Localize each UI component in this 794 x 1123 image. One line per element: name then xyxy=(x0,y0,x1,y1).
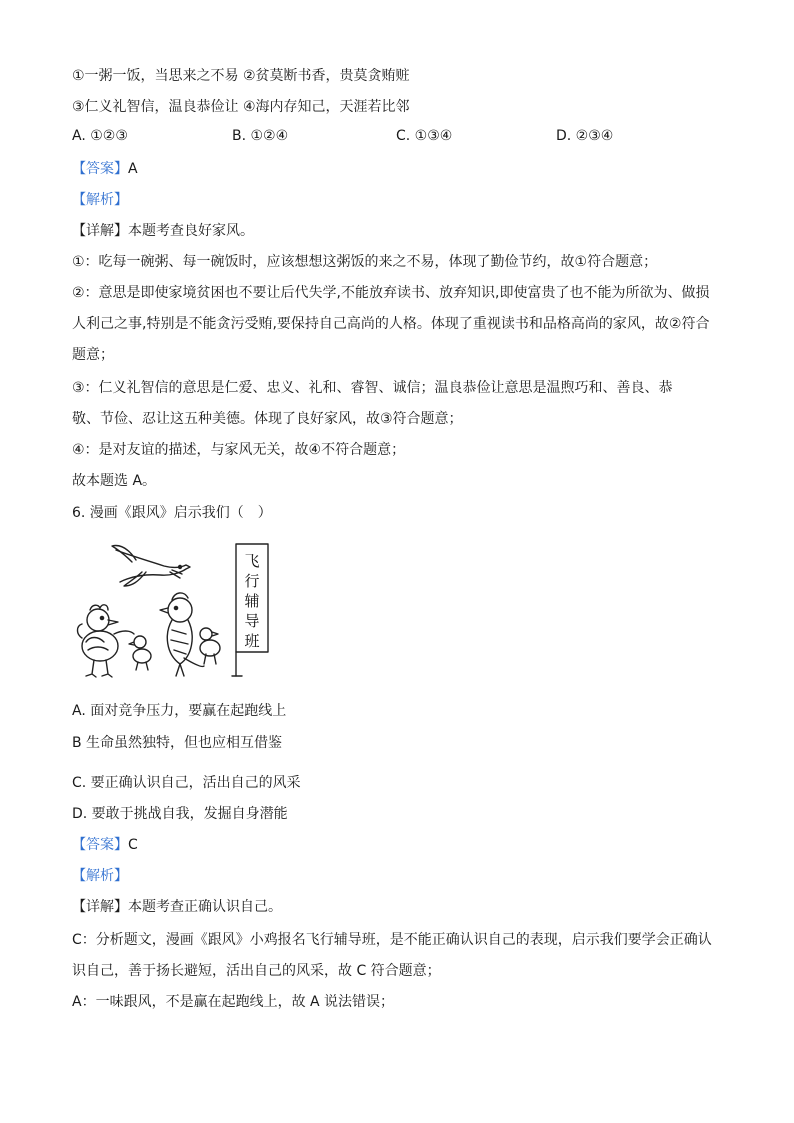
cartoon-illustration xyxy=(76,538,276,680)
sign-char-4: 导 xyxy=(244,612,260,630)
hen-drawing xyxy=(78,605,135,677)
flying-bird-drawing xyxy=(112,546,190,586)
q5-answer-label: 【答案】 xyxy=(72,161,128,177)
q5-explanation-2-line-1: ②：意思是即使家境贫困也不要让后代失学,不能放弃读书、放弃知识,即使富贵了也不能为所欲为、做损 xyxy=(72,285,710,301)
q5-explanation-4: ④：是对友谊的描述，与家风无关，故④不符合题意； xyxy=(72,442,406,458)
q5-detail-label: 【详解】 xyxy=(72,223,128,239)
q5-stem-line-1: ①一粥一饭，当思来之不易 ②贫莫断书香，贵莫贪贿赃 xyxy=(72,68,410,84)
q5-explanation-2-line-2: 人利己之事,特别是不能贪污受贿,要保持自己高尚的人格。体现了重视读书和品格高尚的家风，故②符合 xyxy=(72,316,710,332)
q6-explanation-c-line-1: C：分析题文，漫画《跟风》小鸡报名飞行辅导班，是不能正确认识自己的表现，启示我们要学会正确认 xyxy=(72,932,712,948)
q6-explanation-c-line-2: 识自己，善于扬长避短，活出自己的风采，故 C 符合题意； xyxy=(72,963,441,979)
sign-char-2: 行 xyxy=(244,572,260,590)
q5-option-b: B. ①②④ xyxy=(232,128,289,144)
q5-explanation-3-line-2: 敬、节俭、忍让这五种美德。体现了良好家风，故③符合题意； xyxy=(72,411,463,427)
q5-answer-value: A xyxy=(128,161,138,177)
q5-detail xyxy=(72,221,254,241)
sign-char-5: 班 xyxy=(244,632,260,650)
chicks-drawing xyxy=(129,628,220,670)
q5-explanation-1: ①：吃每一碗粥、每一碗饭时，应该想想这粥饭的来之不易，体现了勤俭节约，故①符合题意； xyxy=(72,254,658,270)
q6-detail xyxy=(72,897,282,917)
q5-option-c: C. ①③④ xyxy=(396,128,453,144)
q6-option-a: A. 面对竞争压力，要赢在起跑线上 xyxy=(72,703,287,719)
q5-detail-text: 本题考查良好家风。 xyxy=(128,223,254,239)
sign-char-3: 辅 xyxy=(244,592,260,610)
q5-explanation-2-line-3: 题意； xyxy=(72,347,114,363)
q6-explanation-a: A：一味跟风，不是赢在起跑线上，故 A 说法错误； xyxy=(72,994,395,1010)
q6-option-c: C. 要正确认识自己，活出自己的风采 xyxy=(72,775,301,791)
q5-conclusion: 故本题选 A。 xyxy=(72,473,157,489)
q5-analysis-label: 【解析】 xyxy=(72,192,128,208)
q6-option-b: B 生命虽然独特，但也应相互借鉴 xyxy=(72,735,283,751)
q6-analysis-label: 【解析】 xyxy=(72,868,128,884)
q5-stem-line-2: ③仁义礼智信，温良恭俭让 ④海内存知己，天涯若比邻 xyxy=(72,99,410,115)
q6-detail-label: 【详解】 xyxy=(72,899,128,915)
q6-answer-value: C xyxy=(128,837,138,853)
q5-answer xyxy=(72,159,138,179)
q5-explanation-3-line-1: ③：仁义礼智信的意思是仁爱、忠义、礼和、睿智、诚信；温良恭俭让意思是温煦巧和、善良、恭 xyxy=(72,380,673,396)
q6-answer-label: 【答案】 xyxy=(72,837,128,853)
sign-char-1: 飞 xyxy=(244,552,260,570)
q6-answer xyxy=(72,835,138,855)
q5-option-d: D. ②③④ xyxy=(556,128,614,144)
q5-option-a: A. ①②③ xyxy=(72,128,128,144)
q6-stem: 6. 漫画《跟风》启示我们（ ） xyxy=(72,505,272,521)
tall-bird-drawing xyxy=(160,593,204,676)
q6-option-d: D. 要敢于挑战自我，发掘自身潜能 xyxy=(72,806,288,822)
q6-detail-text: 本题考查正确认识自己。 xyxy=(128,899,282,915)
